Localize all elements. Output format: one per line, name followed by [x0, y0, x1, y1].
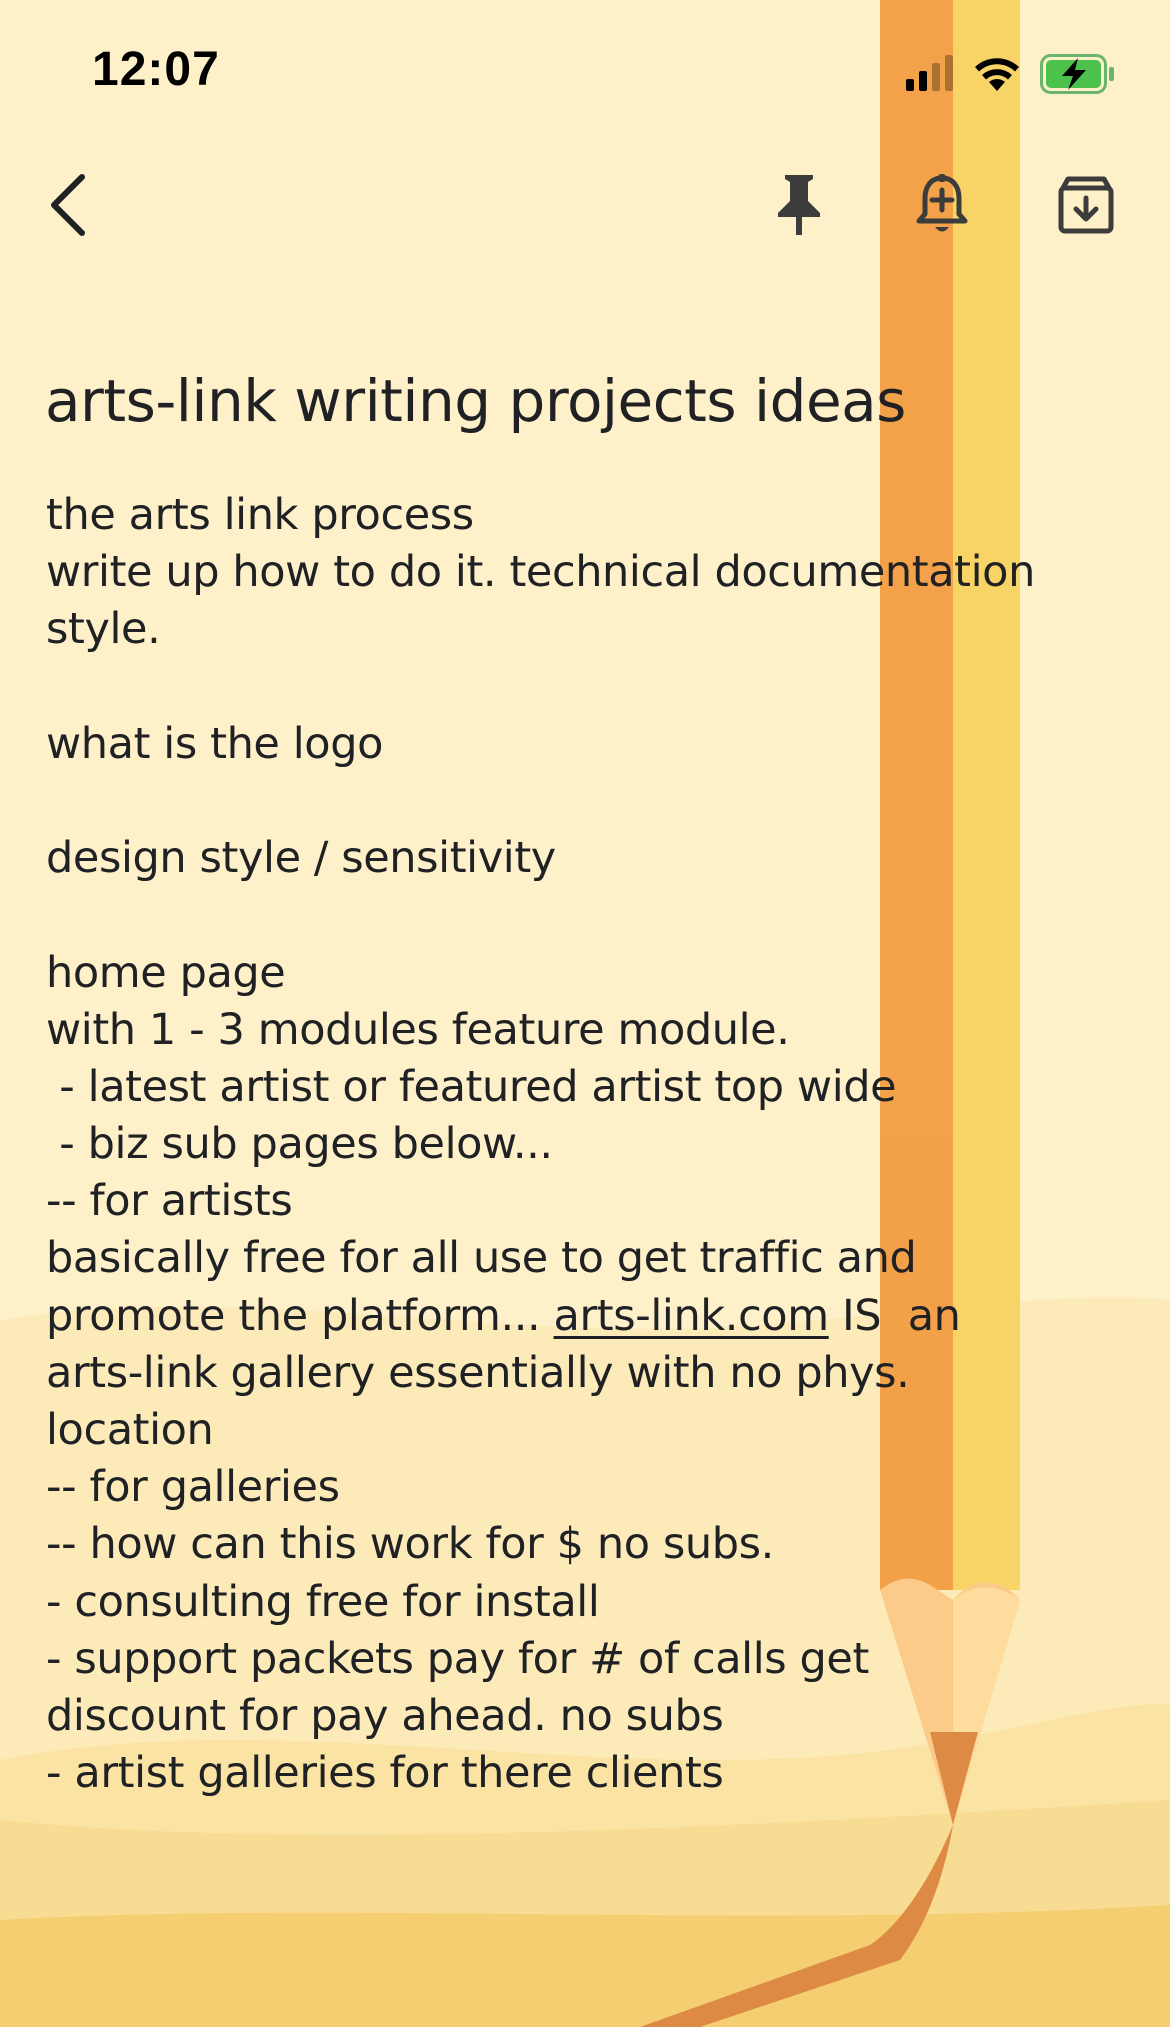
note-line: with 1 - 3 modules feature module.: [46, 1004, 790, 1055]
note-line: -- for galleries: [46, 1462, 340, 1513]
note-line: - consulting free for install: [46, 1576, 600, 1627]
pin-button[interactable]: [759, 165, 839, 245]
chevron-left-icon: [46, 173, 90, 237]
note-line: style.: [46, 604, 161, 655]
note-line: - latest artist or featured artist top wide: [46, 1061, 897, 1112]
note-line: discount for pay ahead. no subs: [46, 1690, 724, 1741]
back-button[interactable]: [28, 165, 108, 245]
note-line: design style / sensitivity: [46, 833, 556, 884]
note-line: write up how to do it. technical documentation: [46, 547, 1035, 598]
note-line-with-link: [46, 1288, 1146, 1345]
status-bar: [0, 0, 1170, 150]
note-line: the arts link process: [46, 490, 474, 540]
note-body[interactable]: [46, 487, 1146, 1802]
note-line: [46, 887, 1146, 944]
archive-icon: [1058, 176, 1114, 234]
note-line: - artist galleries for there clients: [46, 1748, 724, 1799]
archive-button[interactable]: [1046, 165, 1126, 245]
cellular-signal-icon: [906, 55, 958, 91]
note-title[interactable]: arts-link writing projects ideas: [45, 367, 906, 435]
note-text-segment: promote the platform...: [46, 1290, 554, 1341]
arts-link-url-link[interactable]: arts-link.com: [553, 1290, 829, 1341]
note-line: - biz sub pages below...: [46, 1119, 553, 1170]
status-time: 12:07: [92, 43, 220, 96]
note-toolbar: [0, 150, 1170, 260]
note-line: location: [46, 1405, 214, 1455]
note-line: [46, 773, 1146, 830]
note-text-segment: IS an: [828, 1290, 961, 1341]
note-line: what is the logo: [46, 718, 384, 769]
note-line: [46, 659, 1146, 716]
note-line: - support packets pay for # of calls get: [46, 1633, 869, 1684]
pin-icon: [775, 173, 823, 237]
wifi-icon: [974, 55, 1020, 91]
note-line: -- how can this work for $ no subs.: [46, 1519, 774, 1570]
remind-me-button[interactable]: [902, 165, 982, 245]
reminder-bell-plus-icon: [916, 174, 968, 236]
battery-charging-icon: [1040, 54, 1116, 94]
note-line: home page: [46, 947, 286, 998]
note-line: arts-link gallery essentially with no phys.: [46, 1347, 910, 1398]
note-line: -- for artists: [46, 1176, 293, 1227]
note-line: basically free for all use to get traffic and: [46, 1233, 917, 1284]
